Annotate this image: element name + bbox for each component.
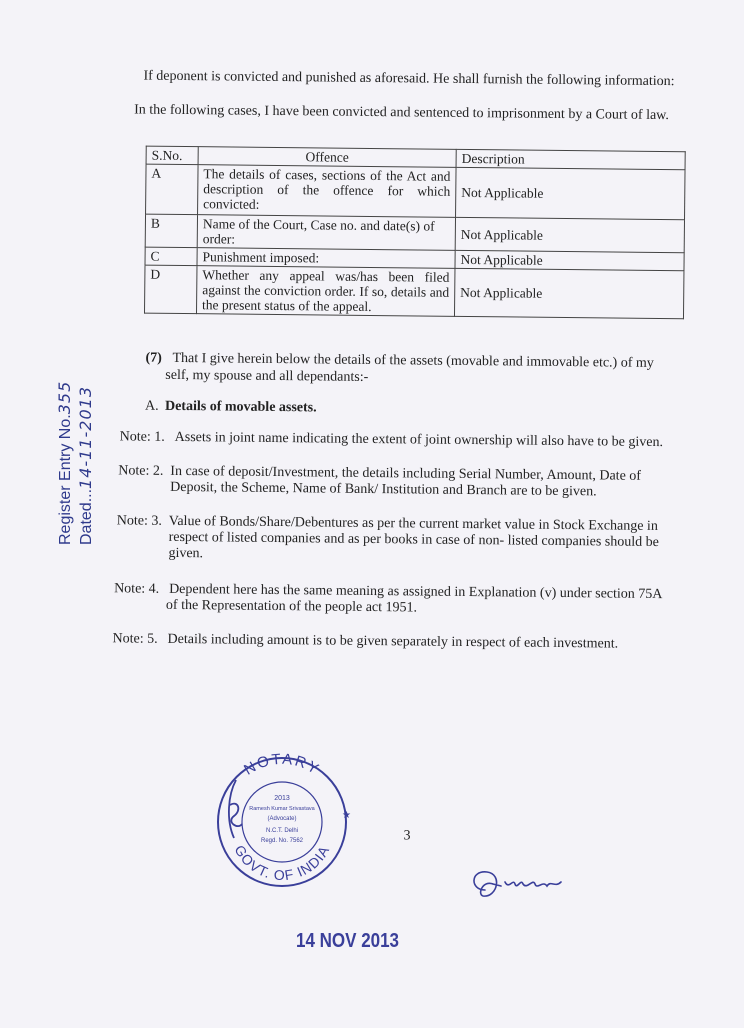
note-4 — [114, 581, 694, 619]
register-entry-number: 355 — [55, 380, 74, 415]
point-7-line-2: self, my spouse and all dependants:- — [165, 367, 369, 385]
header-sno: S.No. — [146, 146, 198, 165]
seal-place: N.C.T. Delhi — [265, 828, 299, 834]
point-7-number — [145, 350, 162, 367]
note-5 — [112, 631, 692, 653]
register-entry-line — [55, 381, 76, 545]
conviction-table — [144, 146, 686, 320]
note-label: Note: 5. — [112, 631, 158, 647]
row-offence: Name of the Court, Case no. and date(s) of order: — [197, 215, 455, 251]
intro-line-2: In the following cases, I have been convicted and sentenced to imprisonment by a Court of law. — [134, 102, 670, 124]
note-label: Note: 3. — [116, 513, 163, 529]
register-entry-stamp — [55, 381, 97, 545]
signature — [465, 860, 585, 910]
note-1 — [120, 429, 700, 451]
header-description: Description — [456, 149, 685, 169]
row-sno: D — [144, 265, 196, 314]
note-text: In case of deposit/Investment, the details including Serial Number, Amount, Date of — [170, 463, 642, 484]
register-date-line — [76, 381, 97, 545]
note-text: Value of Bonds/Share/Debentures as per the current market value in Stock Exchange in — [168, 513, 658, 534]
date-stamp: 14 NOV 2013 — [296, 930, 400, 952]
note-text: Assets in joint name indicating the extent of joint ownership will also have to be given. — [174, 429, 664, 451]
register-date-value: 14-11-2013 — [76, 385, 95, 489]
note-text: Deposit, the Scheme, Name of Bank/ Institution and Branch are to be given. — [170, 479, 597, 500]
note-2 — [118, 463, 698, 501]
note-label: Note: 4. — [114, 581, 160, 597]
page-number: 3 — [403, 828, 411, 844]
section-a-title: Details of movable assets. — [164, 398, 317, 416]
seal-star-icon: ★ — [342, 810, 351, 821]
seal-top-text: NOTARY — [241, 750, 323, 779]
intro-line-1: If deponent is convicted and punished as aforesaid. He shall furnish the following information: — [143, 68, 675, 90]
note-text: given. — [168, 545, 204, 562]
row-description: Not Applicable — [454, 268, 683, 318]
table-row — [144, 265, 683, 319]
section-a-letter: A. — [144, 398, 159, 414]
note-3 — [116, 513, 696, 567]
seal-year: 2013 — [274, 795, 290, 802]
row-sno: B — [145, 214, 197, 248]
point-7-line-1: That I give herein below the details of the assets (movable and immovable etc.) of my — [172, 350, 654, 371]
signature-icon — [474, 872, 561, 896]
row-description: Not Applicable — [456, 167, 686, 219]
note-text: Dependent here has the same meaning as assigned in Explanation (v) under section 75A — [169, 581, 663, 603]
table-row — [146, 164, 685, 220]
seal-signature-icon — [229, 780, 242, 838]
note-label: Note: 1. — [119, 429, 165, 445]
row-sno: C — [145, 247, 197, 266]
register-date-label: Dated... — [78, 488, 95, 545]
seal-bottom-text: GOVT. OF INDIA — [231, 842, 333, 884]
seal-regd: Regd. No. 7562 — [260, 838, 304, 844]
seal-role: (Advocate) — [267, 816, 297, 822]
seal-name: Ramesh Kumar Srivastava — [249, 806, 315, 812]
note-label: Note: 2. — [118, 463, 164, 479]
row-offence: Whether any appeal was/has been filed against the conviction order. If so, details and the present status of the appeal. — [196, 266, 454, 317]
row-sno: A — [146, 164, 199, 215]
table-row — [145, 214, 684, 253]
register-entry-label: Register Entry No. — [57, 414, 74, 545]
notary-seal — [208, 750, 358, 890]
row-offence: The details of cases, sections of the Act and description of the offence for which convicted: — [198, 165, 457, 218]
header-offence: Offence — [198, 147, 456, 168]
row-offence: Punishment imposed: — [197, 248, 455, 269]
note-text: Details including amount is to be given separately in respect of each investment. — [167, 631, 619, 652]
row-description: Not Applicable — [455, 217, 684, 252]
row-description: Not Applicable — [455, 250, 684, 270]
point-7-label: (7) — [145, 350, 162, 366]
note-text: respect of listed companies and as per books in case of non- listed companies should be — [168, 529, 659, 551]
note-text: of the Representation of the people act 1951. — [165, 597, 418, 616]
